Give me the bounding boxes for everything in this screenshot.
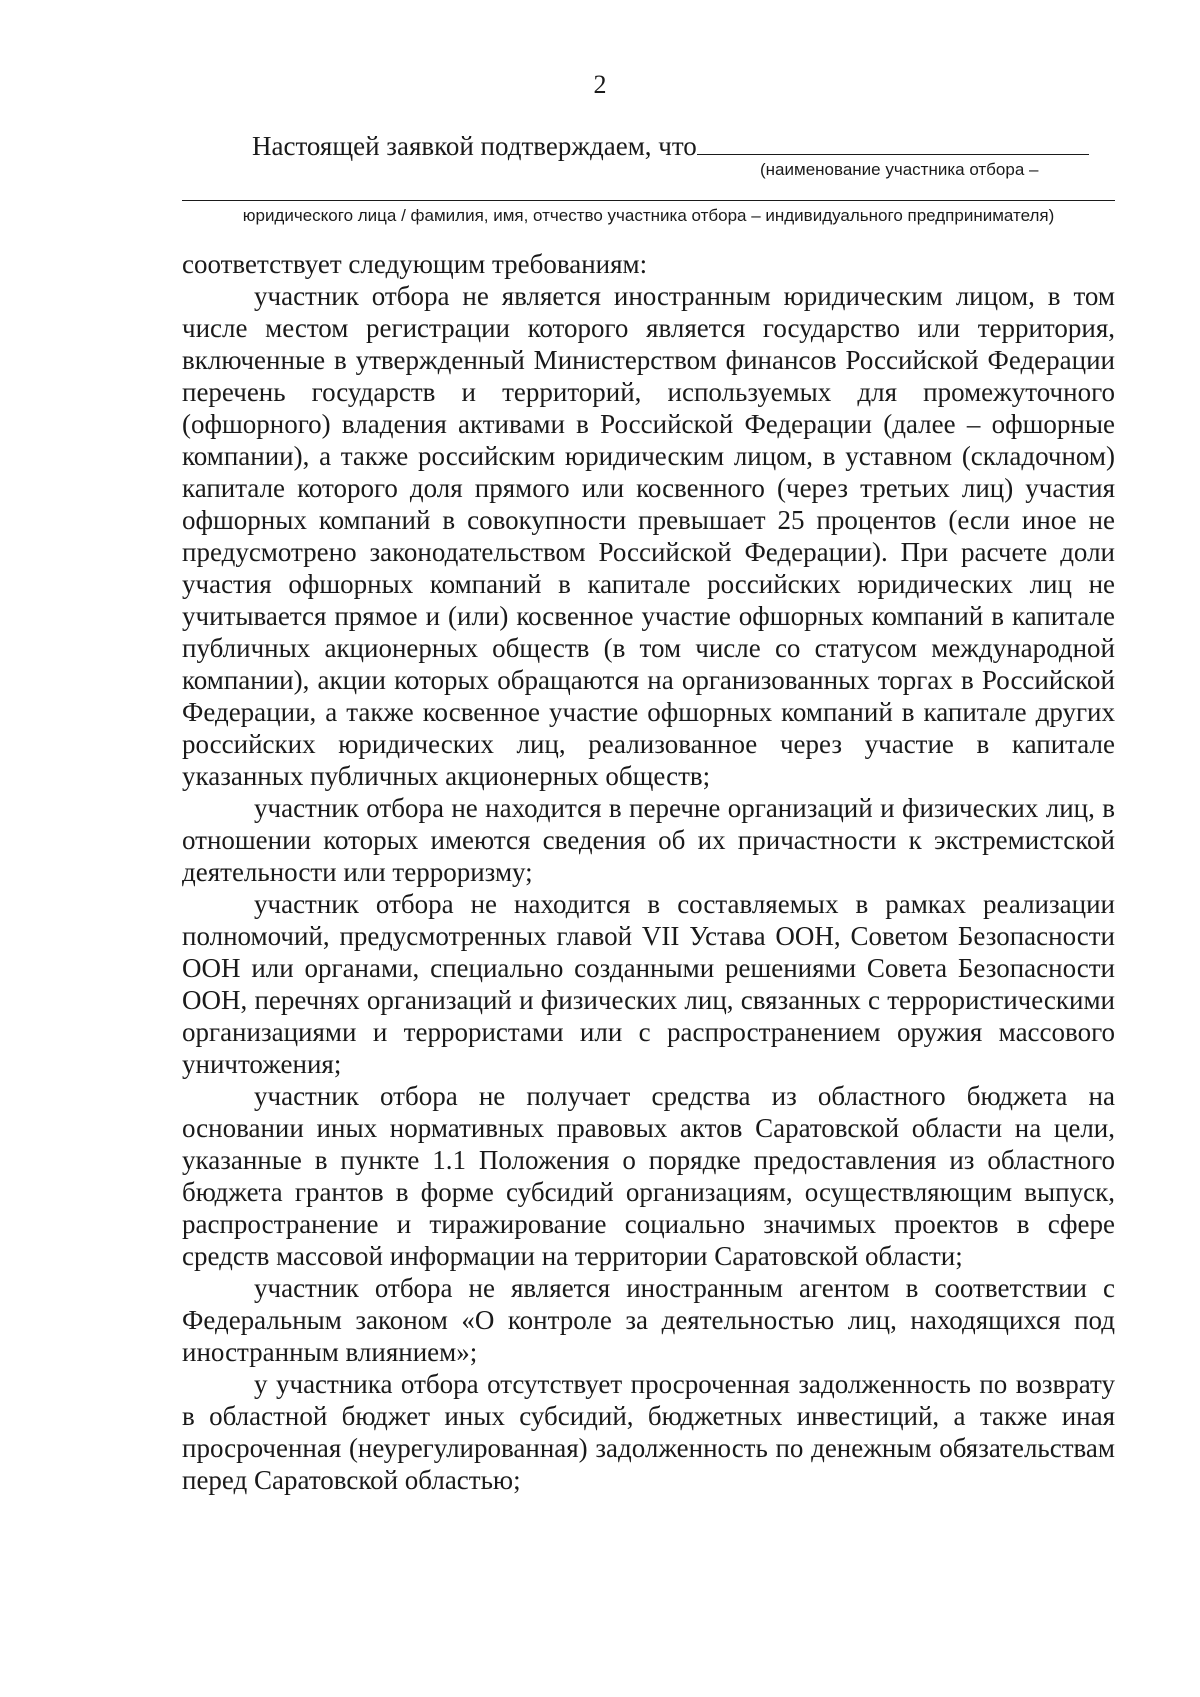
participant-name-blank-line	[182, 200, 1115, 201]
participant-name-blank	[697, 128, 1089, 155]
requirement-paragraph: участник отбора не получает средства из областного бюджета на основании иных нормативных правовых актов Саратовской области на цели, указанные в пункте 1.1 Положения о порядке предоставления из областного бюджета грантов в форме субсидий организациям, осуществляющим выпуск, распространение и тиражирование социально значимых проектов в сфере средств массовой информации на территории Саратовской области;	[182, 1081, 1115, 1271]
intro-line	[252, 128, 1089, 162]
requirement-paragraph: участник отбора не находится в перечне организаций и физических лиц, в отношении которых имеются сведения об их причастности к экстремистской деятельности или терроризму;	[182, 793, 1115, 887]
requirement-paragraph: участник отбора не находится в составляемых в рамках реализации полномочий, предусмотренных главой VII Устава ООН, Советом Безопасности ООН или органами, специально созданными решениями Совета Безопасности ООН, перечнях организаций и физических лиц, связанных с террористическими организациями и террористами или с распространением оружия массового уничтожения;	[182, 889, 1115, 1079]
requirement-paragraph: участник отбора не является иностранным агентом в соответствии с Федеральным законом «О контроле за деятельностью лиц, находящихся под иностранным влиянием»;	[182, 1273, 1115, 1367]
requirement-paragraph: участник отбора не является иностранным юридическим лицом, в том числе местом регистрации которого является государство или территория, включенные в утвержденный Министерством финансов Российской Федерации перечень государств и территорий, используемых для промежуточного (офшорного) владения активами в Российской Федерации (далее – офшорные компании), а также российским юридическим лицом, в уставном (складочном) капитале которого доля прямого или косвенного (через третьих лиц) участия офшорных компаний в совокупности превышает 25 процентов (если иное не предусмотрено законодательством Российской Федерации). При расчете доли участия офшорных компаний в капитале российских юридических лиц не учитывается прямое и (или) косвенное участие офшорных компаний в капитале публичных акционерных обществ (в том числе со статусом международной компании), акции которых обращаются на организованных торгах в Российской Федерации, а также косвенное участие офшорных компаний в капитале других российских юридических лиц, реализованное через участие в капитале указанных публичных акционерных обществ;	[182, 281, 1115, 791]
participant-caption-continued: юридического лица / фамилия, имя, отчество участника отбора – индивидуального предпринимателя)	[242, 206, 1055, 225]
participant-caption: (наименование участника отбора –	[760, 160, 1039, 179]
page-number: 2	[593, 70, 607, 99]
intro-text: Настоящей заявкой подтверждаем, что	[252, 131, 697, 161]
requirement-paragraph: у участника отбора отсутствует просроченная задолженность по возврату в областной бюджет иных субсидий, бюджетных инвестиций, а также иная просроченная (неурегулированная) задолженность по денежным обязательствам перед Саратовской областью;	[182, 1369, 1115, 1495]
requirements-lead: соответствует следующим требованиям:	[182, 249, 648, 279]
requirements-text	[182, 248, 1115, 1496]
